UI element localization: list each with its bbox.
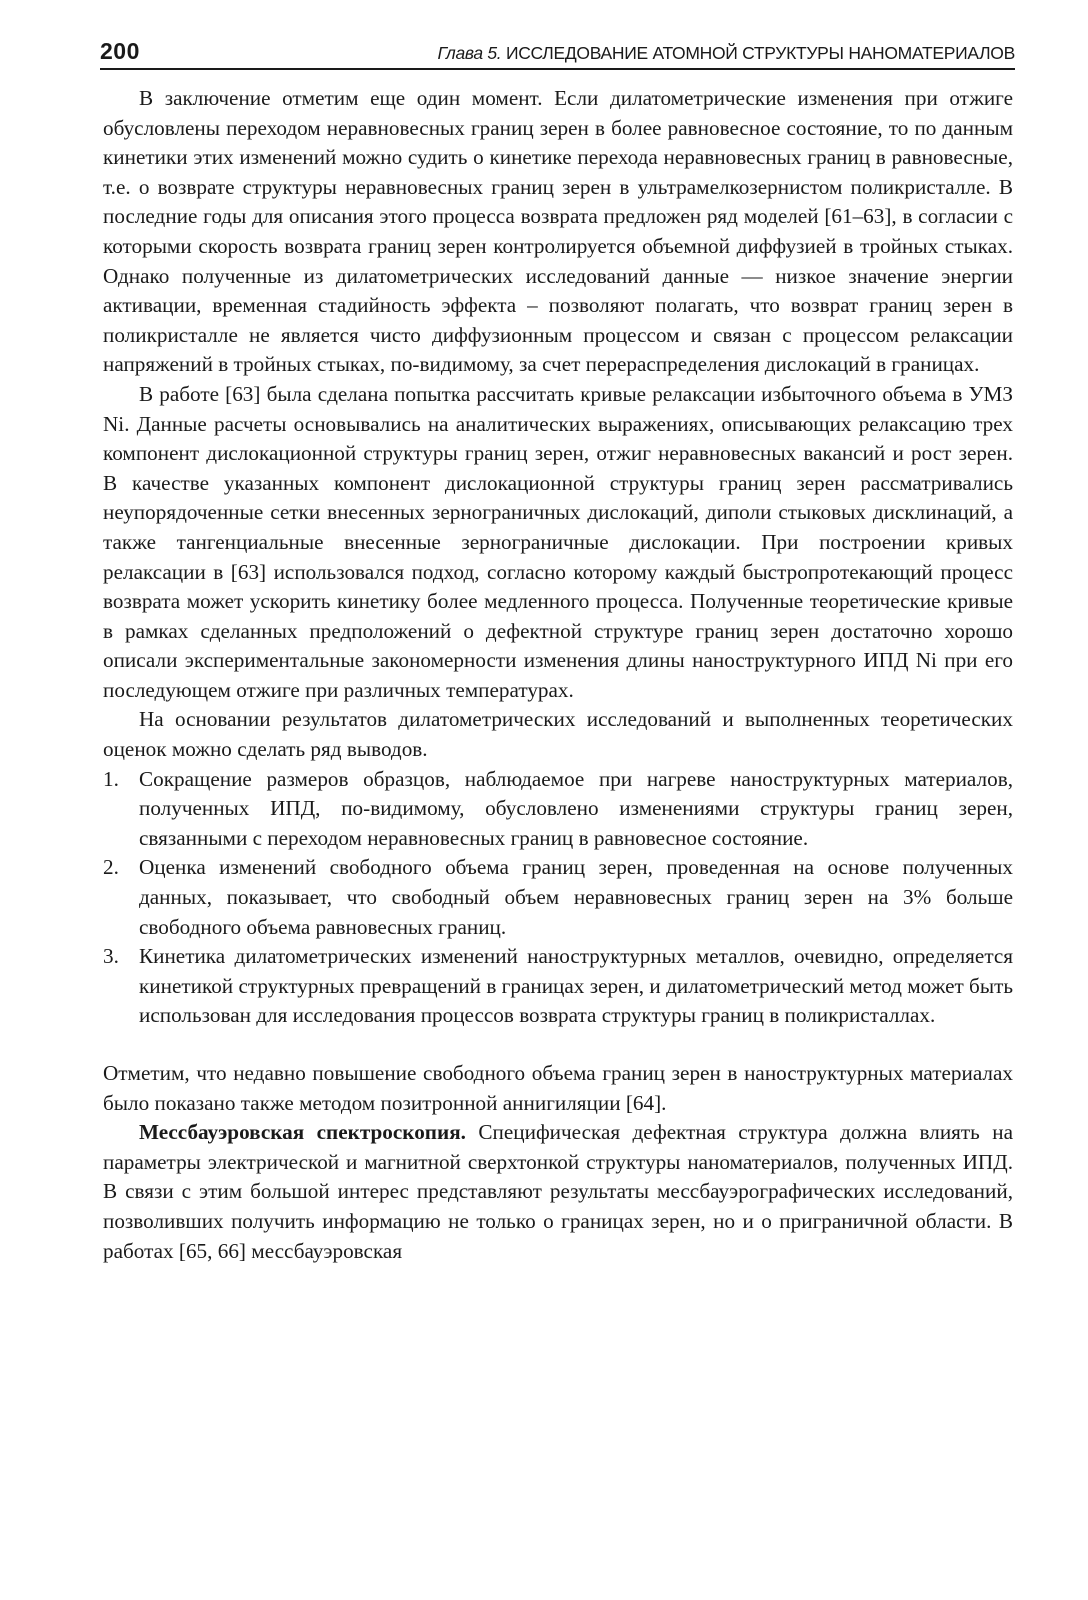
chapter-label: Глава 5. [437,43,502,63]
paragraph: В работе [63] была сделана попытка рассчитать кривые релаксации избыточного объема в УМЗ Ni. Данные расчеты основывались на аналитических выражениях, описывающих релаксацию трех компонент дислокационной структуры границ зерен, отжиг неравновесных вакансий и рост зерен. В качестве указанных компонент дислокационной структуры границ зерен рассматривались неупорядоченные сетки внесенных зернограничных дислокаций, диполи стыковых дисклинаций, а также тангенциальные внесенные зернограничные дислокации. При построении кривых релаксации в [63] использовался подход, согласно которому каждый быстропротекающий процесс возврата может ускорить кинетику более медленного процесса. Полученные теоретические кривые в рамках сделанных предположений о дефектной структуре границ зерен достаточно хорошо описали экспериментальные закономерности изменения длины наноструктурного ИПД Ni при его последующем отжиге при различных температурах. [103,381,1013,702]
list-item-text: Сокращение размеров образцов, наблюдаемое при нагреве наноструктурных материалов, полученных ИПД, по-видимому, обусловлено изменениями структуры границ зерен, связанными с переходом неравновесных границ в равновесное состояние. [139,766,1013,850]
chapter-title [437,43,1015,64]
list-number: 1. [103,766,119,791]
run-in-heading: Мессбауэровская спектроскопия. [139,1120,466,1145]
section-paragraph [103,1118,1013,1266]
paragraph: Отметим, что недавно повышение свободного объема границ зерен в наноструктурных материалах было показано также методом позитронной аннигиляции [64]. [103,1061,1013,1115]
paragraph: На основании результатов дилатометрических исследований и выполненных теоретических оценок можно сделать ряд выводов. [103,707,1013,762]
list-number: 3. [103,944,119,969]
running-header [100,36,1015,70]
list-item [103,942,1013,1031]
list-item [103,853,1013,942]
chapter-name: ИССЛЕДОВАНИЕ АТОМНОЙ СТРУКТУРЫ НАНОМАТЕРИАЛОВ [505,43,1015,63]
page-number: 200 [100,38,140,64]
list-number: 2. [103,855,119,880]
list-item-text: Оценка изменений свободного объема границ зерен, проведенная на основе полученных данных, показывает, что свободный объем неравновесных границ зерен на 3% больше свободного объема равновесных границ. [139,855,1013,939]
list-item [103,765,1013,854]
list-item-text: Кинетика дилатометрических изменений наноструктурных металлов, очевидно, определяется кинетикой структурных превращений в границах зерен, и дилатометрический метод может быть использован для исследования процессов возврата структуры границ в поликристаллах. [139,944,1013,1028]
body-text [103,84,1013,1266]
section-paragraph-text: Специфическая дефектная структура должна влиять на параметры электрической и магнитной сверхтонкой структуры наноматериалов, полученных ИПД. В связи с этим большой интерес представляют результаты мессбауэрографических исследований, позволивших получить информацию не только о границах зерен, но и о приграничной области. В работах [65, 66] мессбауэровская [103,1120,1013,1263]
conclusions-list [103,765,1013,1031]
paragraph: В заключение отметим еще один момент. Если дилатометрические изменения при отжиге обусловлены переходом неравновесных границ зерен в более равновесное состояние, то по данным кинетики этих изменений можно судить о кинетике перехода неравновесных границ в равновесные, т.е. о возврате структуры неравновесных границ зерен в ультрамелкозернистом поликристалле. В последние годы для описания этого процесса возврата предложен ряд моделей [61–63], в согласии с которыми скорость возврата границ зерен контролируется объемной диффузией в тройных стыках. Однако полученные из дилатометрических исследований данные — низкое значение энергии активации, временная стадийность эффекта – позволяют полагать, что возврат границ зерен в поликристалле не является чисто диффузионным процессом и связан с процессом релаксации напряжений в тройных стыках, по-видимому, за счет перераспределения дислокаций в границах. [103,86,1013,377]
